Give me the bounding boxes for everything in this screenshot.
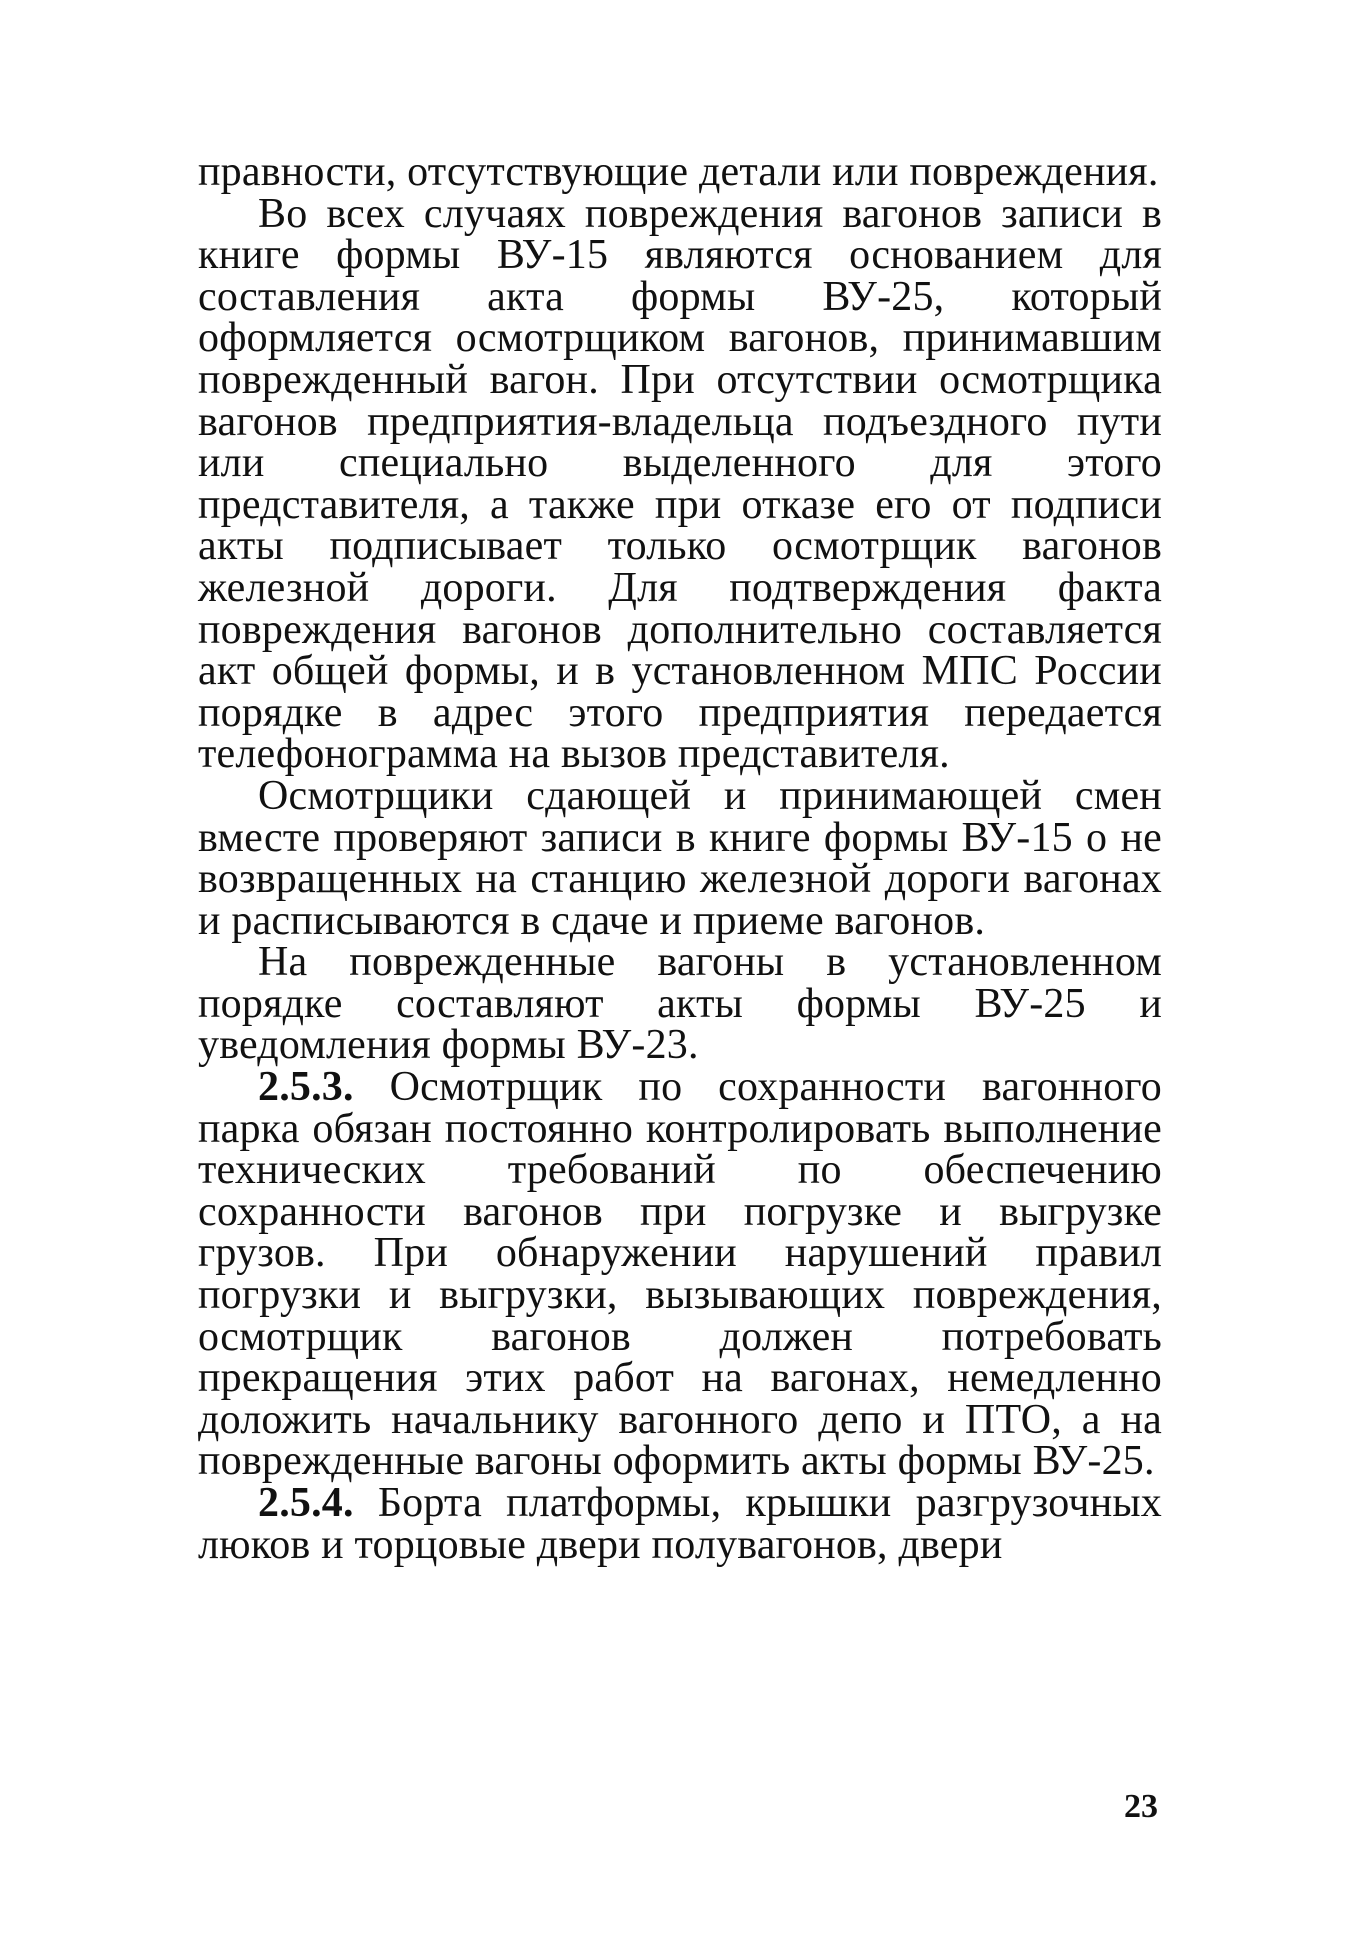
paragraph-damaged-wagons [198,939,1162,1069]
paragraph-text: Осмотрщик по сохранности вагонного парка обязан постоянно контролировать выполнение технических требований по обеспечению сохранности вагонов при погрузке и выгрузке грузов. При обнаружении нарушений правил погрузки и выгрузки, вызывающих повреждения, осмотрщик вагонов должен потребовать прекращения этих работ на вагонах, немедленно доложить начальнику вагонного депо и ПТО, а на поврежденные вагоны оформить акты формы ВУ-25. [198,1064,1163,1485]
paragraph-text: На поврежденные вагоны в установленном порядке составляют акты формы ВУ-25 и уведомления формы ВУ-23. [198,939,1162,1069]
paragraph-continuation [198,149,1162,195]
paragraph-shift-handover [198,772,1162,944]
page-body [198,149,1163,1568]
paragraph-text: Во всех случаях повреждения вагонов записи в книге формы ВУ-15 являются основанием для составления акта формы ВУ-25, который оформляется осмотрщиком вагонов, принимавшим поврежденный вагон. При отсутствии осмотрщика вагонов предприятия-владельца подъездного пути или специально выделенного для этого представителя, а также при отказе его от подписи акты подписывает только осмотрщик вагонов железной дороги. Для подтверждения факта повреждения вагонов дополнительно составляется акт общей формы, и в установленном МПС России порядке в адрес этого предприятия передается телефонограмма на вызов представителя. [198,190,1162,778]
section-number: 2.5.4. [258,1480,354,1526]
paragraph-text: Осмотрщики сдающей и принимающей смен вместе проверяют записи в книге формы ВУ-15 о не возвращенных на станцию железной дороги вагонах и расписываются в сдаче и приеме вагонов. [198,772,1162,944]
page-number: 23 [1124,1788,1158,1825]
paragraph-damage-records [198,190,1162,778]
paragraph-text: правности, отсутствующие детали или повреждения. [198,149,1159,195]
paragraph-text: Борта платформы, крышки разгрузочных люков и торцовые двери полувагонов, двери [198,1480,1163,1568]
section-number: 2.5.3. [258,1064,354,1111]
paragraph-2-5-4 [198,1480,1163,1568]
paragraph-2-5-3 [198,1064,1163,1485]
